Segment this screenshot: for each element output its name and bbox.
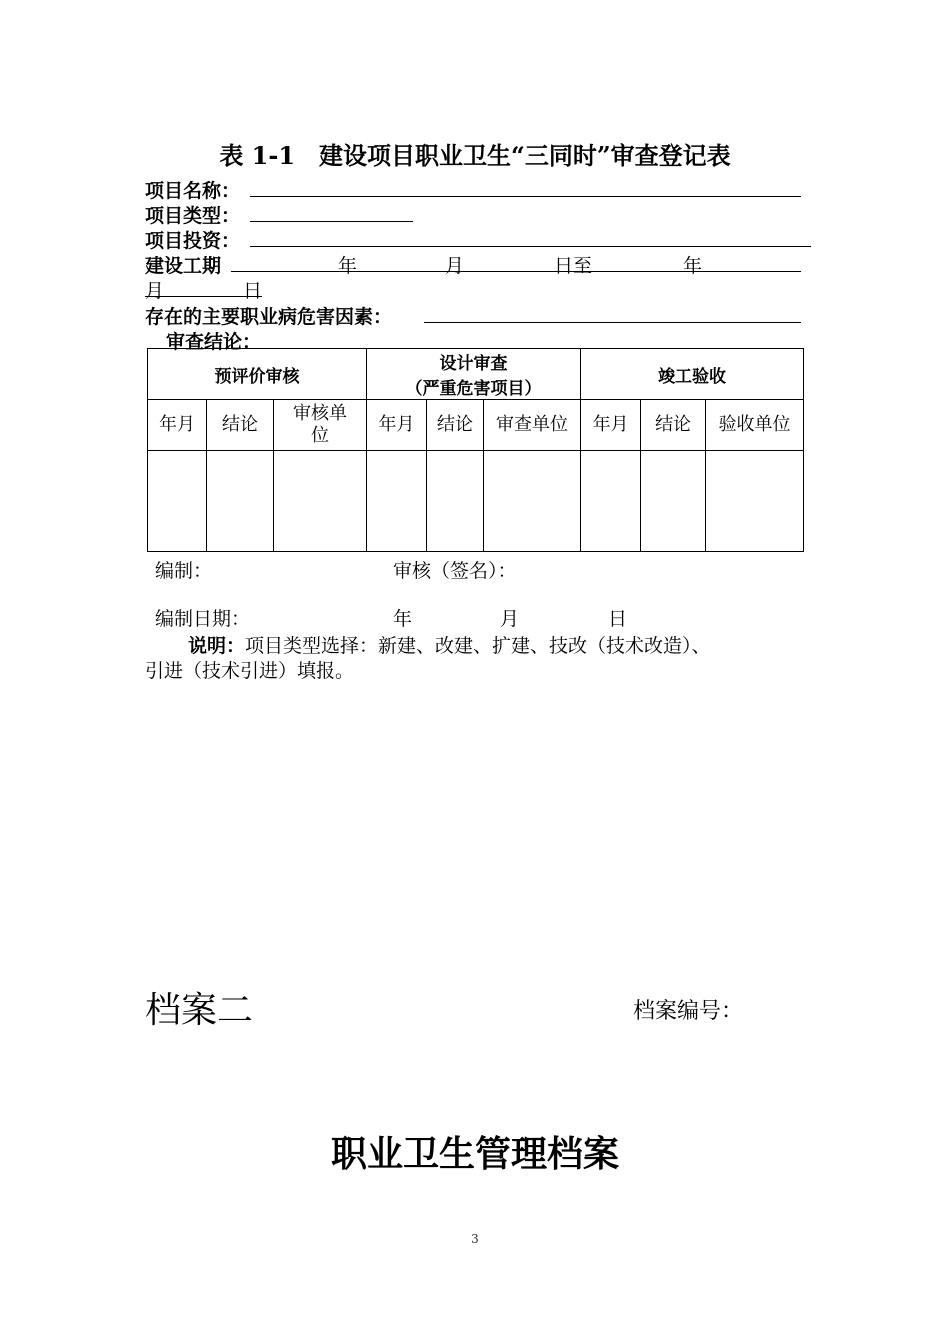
col-conclusion: 结论 — [207, 400, 274, 451]
col-conclusion: 结论 — [427, 400, 484, 451]
col-review-unit — [274, 400, 367, 451]
construction-period-label: 建设工期 — [145, 255, 222, 277]
period-start-month: 月 — [445, 255, 465, 277]
table-cell[interactable] — [148, 451, 207, 552]
table-row — [148, 451, 804, 552]
period-end-year: 年 — [683, 255, 703, 277]
note-label: 说明： — [188, 635, 246, 657]
compile-date-label: 编制日期： — [155, 608, 251, 630]
project-type-label: 项目类型： — [145, 205, 241, 227]
compile-date-day: 日 — [608, 608, 628, 630]
project-name-label: 项目名称： — [145, 180, 241, 202]
design-review-header — [367, 349, 581, 400]
review-register-table — [147, 348, 804, 552]
note-line — [188, 631, 711, 658]
table-cell[interactable] — [706, 451, 804, 552]
compile-date-year: 年 — [393, 608, 413, 630]
design-review-subtitle: （严重危害项目） — [405, 379, 542, 399]
table-cell[interactable] — [581, 451, 641, 552]
archive-number-label: 档案编号： — [633, 999, 744, 1024]
archive-title: 职业卫生管理档案 — [330, 1134, 619, 1175]
page-number: 3 — [471, 1232, 479, 1246]
note-text-continued: 引进（技术引进）填报。 — [145, 660, 355, 682]
compiler-label: 编制： — [155, 560, 213, 582]
archive-label: 档案二 — [145, 990, 254, 1031]
col-acceptance-unit: 验收单位 — [706, 400, 804, 451]
period-end-month: 月 — [145, 280, 165, 302]
table-cell[interactable] — [427, 451, 484, 552]
col-year-month: 年月 — [367, 400, 427, 451]
review-conclusion-label: 审查结论： — [166, 331, 262, 353]
table-cell[interactable] — [367, 451, 427, 552]
page-title: 表 1-1 建设项目职业卫生“三同时”审查登记表 — [219, 141, 731, 170]
period-day-to: 日至 — [554, 255, 593, 277]
pre-evaluation-header: 预评价审核 — [148, 349, 367, 400]
project-investment-line[interactable] — [250, 246, 811, 247]
completion-acceptance-header: 竣工验收 — [581, 349, 804, 400]
project-type-line[interactable] — [250, 221, 413, 222]
col-year-month: 年月 — [148, 400, 207, 451]
hazards-line[interactable] — [424, 322, 801, 323]
table-group-header-row — [148, 349, 804, 400]
compile-date-month: 月 — [500, 608, 520, 630]
table-cell[interactable] — [274, 451, 367, 552]
hazards-label: 存在的主要职业病危害因素： — [145, 306, 393, 328]
col-review-unit-text: 审核单位 — [293, 403, 348, 446]
col-year-month: 年月 — [581, 400, 641, 451]
col-conclusion: 结论 — [641, 400, 706, 451]
project-investment-label: 项目投资： — [145, 230, 241, 252]
reviewer-signature-label: 审核（签名）： — [393, 560, 517, 582]
period-start-year: 年 — [338, 255, 358, 277]
table-sub-header-row — [148, 400, 804, 451]
design-review-title: 设计审查 — [439, 354, 508, 374]
project-name-line[interactable] — [250, 196, 801, 197]
col-examine-unit: 审查单位 — [484, 400, 581, 451]
note-text: 项目类型选择：新建、改建、扩建、技改（技术改造）、 — [245, 635, 711, 657]
table-cell[interactable] — [484, 451, 581, 552]
construction-period-line[interactable] — [231, 271, 801, 272]
period-end-day: 日 — [243, 280, 263, 302]
table-cell[interactable] — [207, 451, 274, 552]
table-cell[interactable] — [641, 451, 706, 552]
